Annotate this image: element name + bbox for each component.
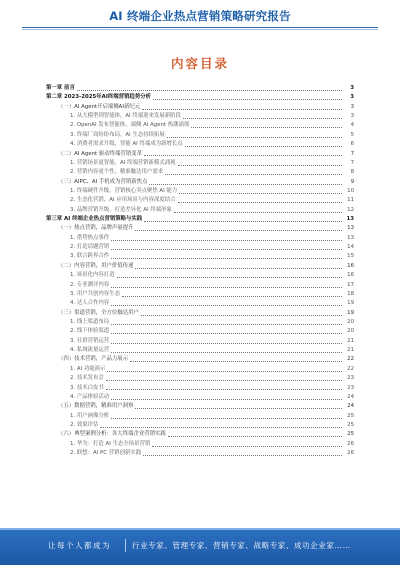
toc-leader-dots [144, 221, 342, 222]
toc-entry-page: 16 [347, 272, 354, 279]
toc-leader-dots [100, 427, 342, 428]
toc-entry-label: 3. 联合跨界合作 [70, 253, 110, 260]
toc-entry-page: 8 [350, 169, 354, 176]
toc-entry[interactable] [46, 402, 354, 411]
toc-entry[interactable] [46, 355, 354, 364]
toc-entry-page: 11 [347, 197, 354, 204]
toc-entry-label: 2. 打造话题营销 [70, 244, 110, 251]
toc-entry-label: 4. 消费者需求升级，智能 AI 终端成为新增长点 [70, 141, 183, 148]
header-divider-thin [22, 29, 378, 30]
toc-entry-page: 13 [347, 234, 354, 241]
toc-entry-label: 2. 营销内容更个性，精准触达用户需求 [70, 169, 164, 176]
toc-entry-label: 1. 借势热点事件 [70, 234, 110, 241]
toc-leader-dots [152, 446, 342, 447]
toc-leader-dots [135, 408, 342, 409]
toc-entry[interactable] [46, 309, 354, 318]
toc-entry-page: 3 [350, 85, 354, 91]
toc-leader-dots [135, 268, 342, 269]
toc-entry-label: （一）热点营销，品牌声量提升 [58, 225, 134, 232]
toc-leader-dots [106, 389, 342, 390]
toc-entry[interactable] [46, 290, 354, 299]
toc-entry[interactable] [46, 215, 354, 224]
toc-entry-label: （六）典型案例分析：各大终端企业营销实践 [58, 431, 166, 438]
toc-leader-dots [111, 343, 342, 344]
footer-banner [0, 528, 400, 565]
footer-stripe [0, 528, 400, 530]
toc-entry-label: 2. 效果评估 [70, 421, 99, 428]
toc-entry-label: （五）数据营销，精准用户洞察 [58, 403, 134, 410]
toc-entry-page: 16 [347, 262, 354, 269]
toc-entry-label: 3. 终端厂商纷纷布局，AI 生态持续拓展 [70, 131, 165, 138]
toc-entry-page: 20 [347, 328, 354, 335]
toc-entry-label: （三）AIPC、AI 手机成为营销新焦点 [58, 178, 148, 185]
toc-entry-label: 2. 技术发布会 [70, 375, 104, 382]
toc-entry-page: 22 [347, 356, 354, 363]
toc-leader-dots [111, 240, 342, 241]
toc-leader-dots [107, 371, 342, 372]
toc-entry[interactable] [46, 346, 354, 355]
toc-entry-page: 25 [347, 431, 354, 438]
toc-entry-label: 1. 线上渠道布局 [70, 318, 110, 325]
toc-leader-dots [167, 137, 342, 138]
toc-entry[interactable] [46, 168, 354, 177]
toc-entry[interactable] [46, 93, 354, 102]
toc-leader-dots [111, 324, 342, 325]
toc-leader-dots [185, 146, 342, 147]
toc-leader-dots [77, 90, 342, 91]
toc-entry[interactable] [46, 206, 354, 215]
toc-entry-label: 2. 生态化营销，AI 应用场景与内容深度结合 [70, 197, 176, 204]
toc-entry[interactable] [46, 262, 354, 271]
toc-leader-dots [178, 165, 343, 166]
report-header-title: AI 终端企业热点营销策略研究报告 [109, 9, 291, 23]
toc-entry[interactable] [46, 178, 354, 187]
toc-entry-page: 13 [346, 216, 354, 223]
toc-entry[interactable] [46, 150, 354, 159]
toc-leader-dots [168, 436, 342, 437]
footer-separator [125, 539, 126, 552]
toc-entry[interactable] [46, 187, 354, 196]
toc-entry-label: 4. 达人合作内容 [70, 300, 110, 307]
toc-entry[interactable] [46, 327, 354, 336]
toc-leader-dots [130, 361, 342, 362]
toc-entry-page: 24 [347, 393, 354, 400]
toc-entry-page: 7 [350, 150, 354, 157]
toc-entry[interactable] [46, 103, 354, 112]
toc-leader-dots [149, 184, 342, 185]
toc-entry-page: 20 [347, 318, 354, 325]
toc-entry-page: 6 [350, 141, 354, 148]
toc-entry-page: 9 [350, 178, 354, 185]
toc-leader-dots [178, 202, 343, 203]
toc-entry-label: 3. 技术白皮书 [70, 384, 104, 391]
toc-entry[interactable] [46, 299, 354, 308]
toc-leader-dots [111, 399, 342, 400]
toc-entry-label: （二）内容营销，用户价值传递 [58, 262, 134, 269]
toc-entry-label: 1. 华为：打造 AI 生态全场景营销 [70, 440, 151, 447]
toc-leader-dots [143, 455, 342, 456]
toc-entry-page: 24 [347, 403, 354, 410]
toc-entry-page: 22 [347, 365, 354, 372]
toc-entry[interactable] [46, 374, 354, 383]
toc-entry-label: 4. 产品体验活动 [70, 393, 110, 400]
toc-entry-page: 3 [350, 103, 354, 110]
toc-entry-label: （一）AI Agent开启端侧AI新纪元 [58, 103, 141, 110]
toc-entry-label: 2. 专业测评内容 [70, 281, 110, 288]
toc-entry[interactable] [46, 121, 354, 130]
toc-leader-dots [111, 333, 342, 334]
toc-leader-dots [122, 296, 342, 297]
toc-entry-label: 4. 私域流量运营 [70, 347, 110, 354]
toc-entry-label: 3. 社群营销运营 [70, 337, 110, 344]
toc-entry[interactable] [46, 196, 354, 205]
toc-entry-label: （三）渠道营销，全方位触达用户 [58, 309, 139, 316]
toc-entry-label: 1. 营销场景更智能，AI 终端营销新模式涌现 [70, 159, 176, 166]
toc-entry-page: 25 [347, 412, 354, 419]
toc-leader-dots [179, 193, 342, 194]
toc-entry-page: 14 [347, 244, 354, 251]
toc-entry-page: 19 [347, 300, 354, 307]
toc-entry[interactable] [46, 393, 354, 402]
toc-entry-label: 第三章 AI 终端企业热点营销策略与实践 [46, 216, 143, 223]
toc-leader-dots [117, 277, 342, 278]
toc-entry-label: 3. 品牌营销升级，打造差异化 AI 终端形象 [70, 206, 172, 213]
toc-entry[interactable] [46, 384, 354, 393]
toc-entry[interactable] [46, 252, 354, 261]
toc-entry-label: 1. 终端硬件升级，营销核心卖点聚焦 AI 能力 [70, 187, 178, 194]
toc-entry-label: 2. 联想：AI PC 营销创新实践 [70, 450, 142, 457]
toc-entry[interactable] [46, 440, 354, 449]
toc-entry[interactable] [46, 337, 354, 346]
toc-entry-page: 15 [347, 253, 354, 260]
toc-leader-dots [142, 109, 342, 110]
toc-entry[interactable] [46, 449, 354, 458]
toc-entry-page: 26 [347, 450, 354, 457]
toc-entry-label: 3. 用户共创内容生态 [70, 290, 120, 297]
toc-entry-label: 第二章 2023-2025年AI终端营销趋势分析 [46, 94, 151, 101]
toc-leader-dots [141, 315, 342, 316]
toc-entry-label: 1. AI 功能演示 [70, 365, 106, 372]
footer-roles: 行业专家、管理专家、营销专家、战略专家、成功企业家…… [132, 541, 351, 550]
toc-entry-label: 2. OpenAI 发布智能体，端侧 AI Agent 热潮涌现 [70, 122, 190, 129]
toc-leader-dots [111, 418, 342, 419]
toc-leader-dots [144, 155, 342, 156]
footer-tagline: 让每个人都成为 [48, 541, 111, 550]
toc-leader-dots [106, 380, 342, 381]
toc-entry-page: 25 [347, 421, 354, 428]
toc-entry-page: 26 [347, 440, 354, 447]
toc-leader-dots [111, 305, 342, 306]
toc-entry[interactable] [46, 159, 354, 168]
toc-entry[interactable] [46, 224, 354, 233]
toc-leader-dots [174, 212, 342, 213]
toc-entry-page: 3 [350, 94, 354, 101]
toc-entry[interactable] [46, 318, 354, 327]
toc-entry-page: 17 [347, 281, 354, 288]
toc-entry-label: （四）技术营销，产品力展示 [58, 356, 129, 363]
toc-entry-page: 23 [347, 384, 354, 391]
toc-entry[interactable] [46, 140, 354, 149]
toc-entry-label: 第一章 前言 [46, 85, 75, 91]
toc-leader-dots [135, 230, 342, 231]
toc-entry[interactable] [46, 84, 354, 93]
toc-entry-page: 23 [347, 375, 354, 382]
toc-entry-page: 18 [347, 290, 354, 297]
toc-entry[interactable] [46, 412, 354, 421]
toc-leader-dots [153, 99, 342, 100]
toc-entry-page: 12 [347, 206, 354, 213]
toc-entry[interactable] [46, 421, 354, 430]
toc-entry-page: 21 [347, 347, 354, 354]
toc-entry-label: 1. 用户画像分析 [70, 412, 110, 419]
toc-entry[interactable] [46, 243, 354, 252]
toc-entry[interactable] [46, 234, 354, 243]
toc-entry-page: 10 [347, 187, 354, 194]
toc-entry[interactable] [46, 281, 354, 290]
toc-entry-page: 21 [347, 337, 354, 344]
toc-entry[interactable] [46, 271, 354, 280]
toc-entry-page: 3 [350, 113, 354, 120]
toc-entry[interactable] [46, 430, 354, 439]
toc-leader-dots [165, 174, 342, 175]
header-divider [22, 27, 378, 28]
toc-entry-page: 5 [350, 131, 354, 138]
toc-entry-label: 2. 线下体验渠道 [70, 328, 110, 335]
toc-entry[interactable] [46, 131, 354, 140]
toc-heading: 内容目录 [170, 56, 229, 71]
toc-leader-dots [183, 118, 342, 119]
toc-entry-label: 1. 场景化内容打造 [70, 272, 115, 279]
toc-entry[interactable] [46, 365, 354, 374]
toc-entry-page: 7 [350, 159, 354, 166]
toc-leader-dots [111, 352, 342, 353]
toc-entry-page: 13 [347, 225, 354, 232]
toc-leader-dots [191, 127, 342, 128]
table-of-contents [46, 84, 354, 458]
toc-entry-page: 19 [347, 309, 354, 316]
toc-entry-label: 1. 从大模型到智能体，AI 终端迎来发展新阶段 [70, 113, 181, 120]
toc-entry-page: 4 [350, 122, 354, 129]
toc-entry-label: （二）AI Agent 驱动终端营销变革 [58, 150, 142, 157]
toc-leader-dots [111, 287, 342, 288]
toc-leader-dots [111, 249, 342, 250]
toc-leader-dots [111, 258, 342, 259]
toc-entry[interactable] [46, 112, 354, 121]
